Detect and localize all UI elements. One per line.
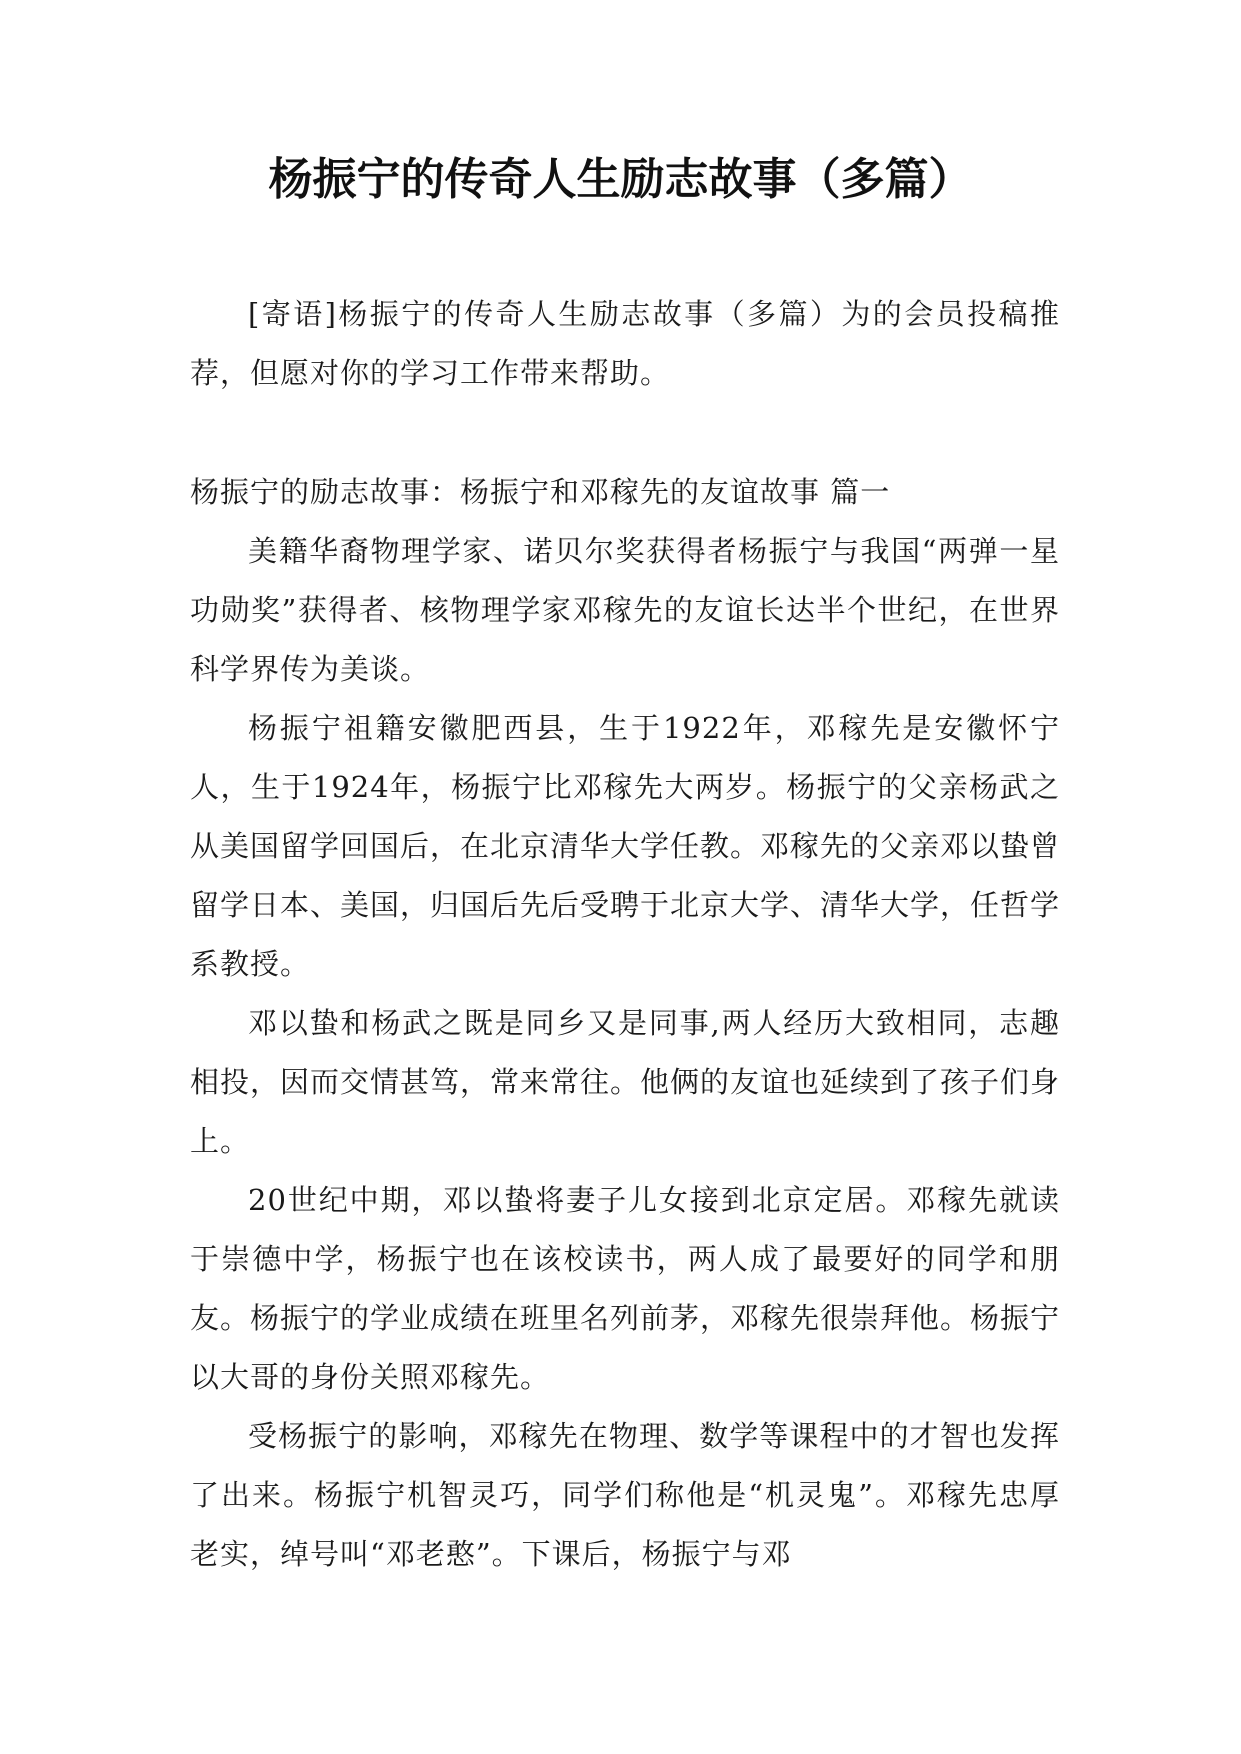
paragraph: 20世纪中期，邓以蛰将妻子儿女接到北京定居。邓稼先就读于崇德中学，杨振宁也在该校读书，两人成了最要好的同学和朋友。杨振宁的学业成绩在班里名列前茅，邓稼先很崇拜他。杨振宁以大哥的身份关照邓稼先。: [190, 1183, 1061, 1394]
paragraph: 杨振宁祖籍安徽肥西县，生于1922年，邓稼先是安徽怀宁人，生于1924年，杨振宁比邓稼先大两岁。杨振宁的父亲杨武之从美国留学回国后，在北京清华大学任教。邓稼先的父亲邓以蛰曾留学日本、美国，归国后先后受聘于北京大学、清华大学，任哲学系教授。: [190, 711, 1061, 981]
intro-block: [190, 285, 1060, 403]
intro-paragraph: [寄语]杨振宁的传奇人生励志故事（多篇）为的会员投稿推荐，但愿对你的学习工作带来帮助。: [190, 297, 1060, 390]
paragraph: 受杨振宁的影响，邓稼先在物理、数学等课程中的才智也发挥了出来。杨振宁机智灵巧，同学们称他是“机灵鬼”。邓稼先忠厚老实，绰号叫“邓老憨”。下课后，杨振宁与邓: [190, 1419, 1060, 1571]
story-section: [190, 463, 1060, 1584]
section-heading: 杨振宁的励志故事：杨振宁和邓稼先的友谊故事 篇一: [190, 475, 891, 509]
document-title: 杨振宁的传奇人生励志故事（多篇）: [268, 154, 973, 205]
paragraph: 邓以蛰和杨武之既是同乡又是同事,两人经历大致相同，志趣相投，因而交情甚笃，常来常往。他俩的友谊也延续到了孩子们身上。: [190, 1006, 1061, 1158]
paragraph: 美籍华裔物理学家、诺贝尔奖获得者杨振宁与我国“两弹一星功勋奖”获得者、核物理学家邓稼先的友谊长达半个世纪，在世界科学界传为美谈。: [190, 534, 1060, 686]
